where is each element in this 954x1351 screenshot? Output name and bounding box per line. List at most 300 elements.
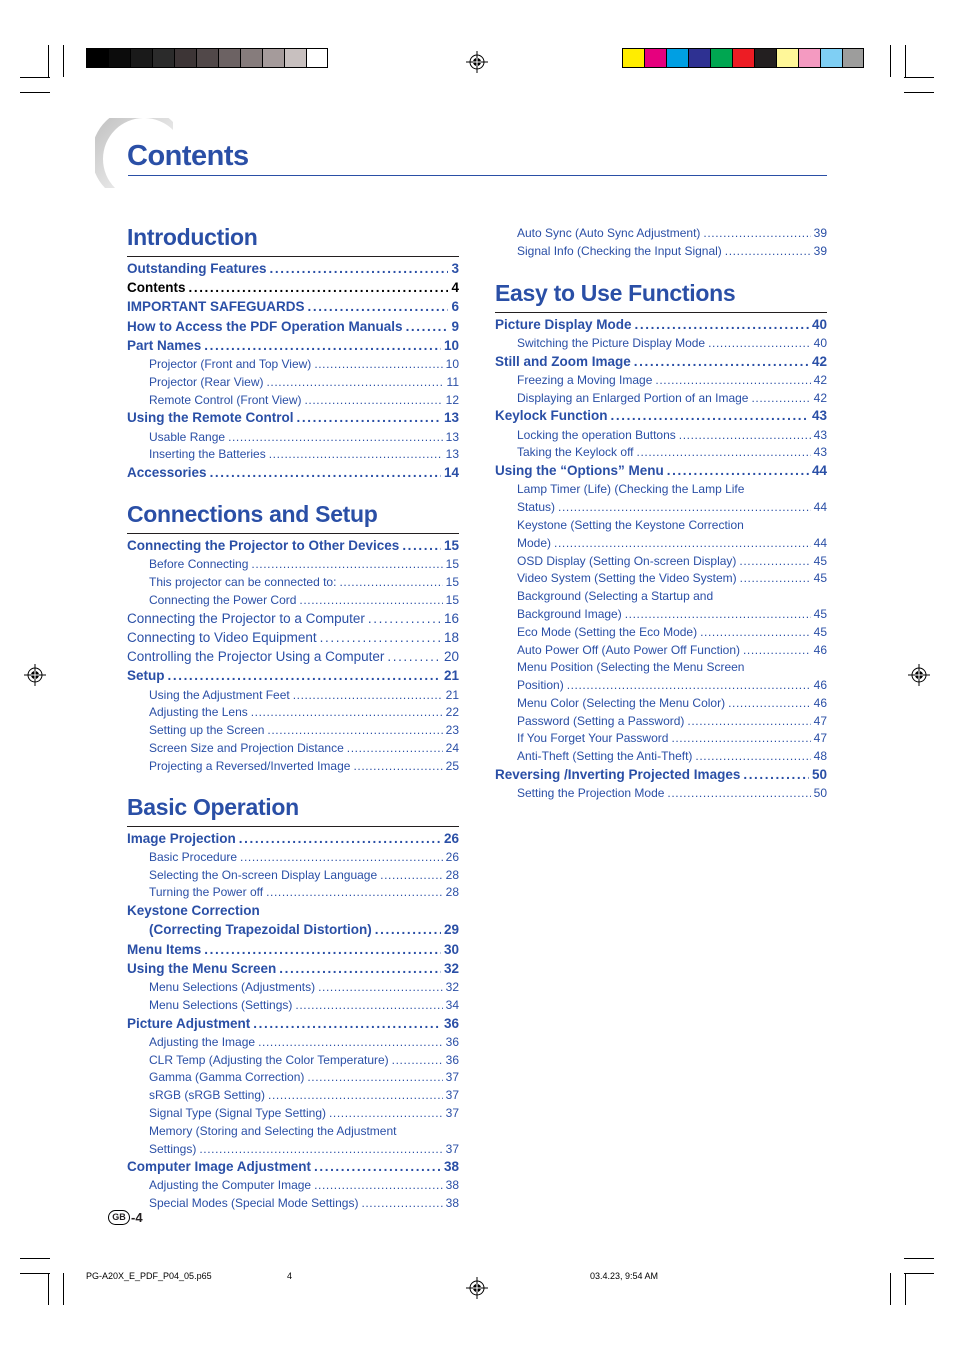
toc-entry[interactable] [127, 1124, 459, 1142]
toc-entry-page: 50 [811, 767, 827, 783]
toc-entry-page: 46 [813, 642, 827, 657]
toc-entry-title: Signal Type (Signal Type Setting) [149, 1105, 326, 1120]
dot-leader [361, 1196, 442, 1210]
crop-mark [63, 1273, 64, 1305]
dot-leader [667, 463, 809, 478]
toc-entry-title: Menu Selections (Adjustments) [149, 979, 316, 994]
toc-entry[interactable] [127, 261, 459, 280]
toc-entry-title: Anti-Theft (Setting the Anti-Theft) [517, 749, 693, 764]
dot-leader [210, 465, 441, 480]
color-swatch [284, 48, 306, 68]
toc-entry-title: Position) [517, 678, 564, 693]
toc-entry[interactable] [127, 1178, 459, 1196]
toc-entry-page: 29 [443, 922, 459, 938]
dot-leader [703, 226, 810, 240]
dot-leader [305, 393, 443, 407]
toc-entry[interactable] [127, 961, 459, 980]
dot-leader [314, 1159, 441, 1174]
toc-entry[interactable] [127, 465, 459, 484]
toc-entry[interactable] [495, 571, 827, 589]
dot-leader [347, 741, 443, 755]
toc-entry-page: 4 [451, 280, 459, 296]
toc-entry[interactable] [495, 678, 827, 696]
toc-entry[interactable] [495, 336, 827, 354]
dot-leader [740, 571, 811, 585]
toc-entry-title: Using the Remote Control [127, 410, 294, 426]
toc-entry[interactable] [495, 714, 827, 732]
toc-entry[interactable] [127, 903, 459, 922]
toc-entry-page: 6 [451, 299, 459, 315]
toc-entry-page: 43 [811, 408, 827, 424]
color-swatch [732, 48, 754, 68]
toc-entry[interactable] [495, 625, 827, 643]
toc-entry-title: Password (Setting a Password) [517, 713, 685, 728]
toc-entry-title: Displaying an Enlarged Portion of an Image [517, 390, 749, 405]
spacer [495, 262, 827, 280]
toc-entry-page: 37 [445, 1088, 459, 1103]
dot-leader [189, 280, 449, 295]
color-swatch [240, 48, 262, 68]
toc-entry-page: 10 [443, 337, 459, 353]
process-color-bar [622, 48, 864, 68]
toc-entry-page: 47 [813, 731, 827, 746]
crop-mark [905, 45, 906, 77]
toc-entry-title: Still and Zoom Image [495, 353, 631, 369]
toc-entry[interactable] [495, 408, 827, 427]
toc-entry-page: 39 [813, 226, 827, 240]
toc-entry-page: 38 [445, 1196, 459, 1211]
dot-leader [687, 714, 810, 728]
toc-entry-title: Connecting the Power Cord [149, 593, 297, 608]
toc-entry-title: Inserting the Batteries [149, 447, 266, 462]
toc-entry[interactable] [127, 723, 459, 741]
registration-mark-icon [24, 664, 46, 686]
toc-entry-title: Setting the Projection Mode [517, 786, 665, 801]
toc-entry-title: IMPORTANT SAFEGUARDS [127, 299, 305, 315]
toc-entry-title: Connecting the Projector to a Computer [127, 610, 365, 626]
color-swatch [688, 48, 710, 68]
toc-entry[interactable] [495, 445, 827, 463]
dot-leader [204, 942, 441, 957]
dot-leader [293, 688, 443, 702]
toc-entry[interactable] [127, 759, 459, 777]
dot-leader [554, 536, 811, 550]
dot-leader [667, 786, 810, 800]
toc-entry-page: 15 [445, 575, 459, 590]
color-swatch [218, 48, 240, 68]
dot-leader [269, 447, 443, 461]
dot-leader [368, 611, 441, 626]
color-swatch [130, 48, 152, 68]
toc-entry-title: Selecting the On-screen Display Language [149, 867, 378, 882]
crop-mark [20, 77, 50, 78]
toc-entry-page: 10 [445, 356, 459, 371]
dot-leader [387, 649, 441, 664]
dot-leader [297, 410, 441, 425]
dot-leader [314, 357, 442, 371]
crop-mark [904, 77, 934, 78]
dot-leader [708, 336, 811, 350]
toc-entry[interactable] [127, 410, 459, 429]
toc-entry[interactable] [495, 463, 827, 482]
crop-mark [905, 1273, 906, 1305]
dot-leader [392, 1053, 443, 1067]
toc-entry-page: 15 [443, 538, 459, 554]
toc-entry[interactable] [127, 741, 459, 759]
toc-entry-title: Gamma (Gamma Correction) [149, 1070, 305, 1085]
language-badge-icon: GB [108, 1210, 130, 1225]
toc-entry-title: This projector can be connected to: [149, 575, 337, 590]
dot-leader [199, 1142, 442, 1156]
toc-entry-title: Picture Display Mode [495, 316, 632, 332]
crop-mark [20, 92, 50, 93]
dot-leader [279, 961, 441, 976]
color-swatch [262, 48, 284, 68]
toc-entry[interactable] [127, 393, 459, 411]
toc-entry-title: Adjusting the Computer Image [149, 1178, 312, 1193]
toc-entry-title: If You Forget Your Password [517, 731, 669, 746]
dot-leader [320, 630, 441, 645]
toc-entry-title: Projecting a Reversed/Inverted Image [149, 758, 351, 773]
toc-entry-title: Basic Procedure [149, 849, 238, 864]
toc-entry-title: Lamp Timer (Life) (Checking the Lamp Life [517, 482, 745, 497]
dot-leader [637, 445, 811, 459]
registration-mark-icon [908, 664, 930, 686]
dot-leader [299, 593, 442, 607]
toc-entry-title: Special Modes (Special Mode Settings) [149, 1196, 359, 1211]
toc-entry[interactable] [127, 357, 459, 375]
toc-entry-title: Remote Control (Front View) [149, 392, 302, 407]
toc-entry-title: Memory (Storing and Selecting the Adjustment [149, 1123, 397, 1138]
section-heading: Easy to Use Functions [495, 279, 736, 306]
toc-entry-title: CLR Temp (Adjusting the Color Temperature) [149, 1052, 389, 1067]
toc-entry-title: Screen Size and Projection Distance [149, 741, 344, 756]
title-rule [128, 175, 827, 176]
toc-entry[interactable] [127, 922, 459, 941]
toc-entry-page: 44 [813, 535, 827, 550]
toc-entry-title: Signal Info (Checking the Input Signal) [517, 243, 722, 258]
toc-entry-page: 47 [813, 713, 827, 728]
toc-entry[interactable] [495, 554, 827, 572]
toc-entry-title: Menu Color (Selecting the Menu Color) [517, 695, 726, 710]
toc-entry-title: Image Projection [127, 830, 236, 846]
color-swatch [174, 48, 196, 68]
toc-entry[interactable] [495, 767, 827, 786]
toc-entry-page: 22 [445, 705, 459, 720]
toc-entry[interactable] [495, 226, 827, 244]
toc-entry-title: Setting up the Screen [149, 723, 265, 738]
toc-entry-page: 26 [445, 849, 459, 864]
toc-entry-title: Eco Mode (Setting the Eco Mode) [517, 624, 698, 639]
toc-entry[interactable] [127, 447, 459, 465]
toc-entry[interactable] [495, 518, 827, 536]
crop-mark [20, 1258, 50, 1259]
toc-entry-page: 37 [445, 1070, 459, 1085]
crop-mark [890, 45, 891, 77]
toc-entry-page: 26 [443, 830, 459, 846]
color-swatch [710, 48, 732, 68]
dot-leader [700, 625, 811, 639]
toc-entry[interactable] [127, 942, 459, 961]
toc-entry-title: Contents [127, 280, 186, 296]
toc-entry[interactable] [495, 749, 827, 767]
toc-entry[interactable] [495, 428, 827, 446]
dot-leader [268, 1088, 443, 1102]
toc-entry-page: 18 [443, 630, 459, 646]
toc-entry-page: 50 [813, 786, 827, 801]
dot-leader [406, 319, 449, 334]
toc-entry-title: Auto Sync (Auto Sync Adjustment) [517, 226, 701, 240]
footer-filename: PG-A20X_E_PDF_P04_05.p65 [86, 1271, 212, 1281]
dot-leader [266, 885, 443, 899]
dot-leader [204, 338, 441, 353]
spacer [127, 484, 459, 501]
toc-entry-page: 44 [811, 463, 827, 479]
toc-entry[interactable] [127, 885, 459, 903]
dot-leader [270, 261, 449, 276]
color-swatch [820, 48, 842, 68]
toc-entry-page: 45 [813, 624, 827, 639]
toc-entry-title: Before Connecting [149, 557, 249, 572]
toc-entry-title: Keystone Correction [127, 903, 260, 919]
dot-leader [743, 643, 811, 657]
toc-entry-page: 48 [813, 749, 827, 764]
toc-entry-title: Outstanding Features [127, 261, 267, 276]
toc-entry[interactable] [127, 980, 459, 998]
dot-leader [728, 696, 811, 710]
dot-leader [239, 831, 441, 846]
toc-entry-title: Menu Selections (Settings) [149, 997, 293, 1012]
toc-entry[interactable] [127, 1053, 459, 1071]
toc-entry-page: 14 [443, 465, 459, 481]
toc-entry-page: 36 [443, 1015, 459, 1031]
toc-entry-page: 32 [445, 979, 459, 994]
toc-entry[interactable] [495, 589, 827, 607]
toc-entry-page: 21 [445, 687, 459, 702]
dot-leader [695, 749, 810, 763]
registration-mark-icon [466, 1277, 488, 1299]
toc-entry[interactable] [127, 868, 459, 886]
toc-entry[interactable] [127, 649, 459, 668]
dot-leader [655, 373, 810, 387]
toc-entry[interactable] [127, 299, 459, 318]
toc-entry[interactable] [495, 731, 827, 749]
toc-entry[interactable] [127, 850, 459, 868]
toc-entry[interactable] [127, 575, 459, 593]
dot-leader [267, 723, 442, 737]
dot-leader [168, 668, 441, 683]
toc-entry-title: Computer Image Adjustment [127, 1159, 312, 1175]
toc-entry-page: 37 [445, 1141, 459, 1156]
page-number [108, 1210, 143, 1225]
toc-entry[interactable] [127, 1035, 459, 1053]
toc-entry[interactable] [127, 375, 459, 393]
toc-entry-page: 15 [445, 593, 459, 608]
dot-leader [567, 678, 811, 692]
color-swatch [622, 48, 644, 68]
toc-entry-title: Auto Power Off (Auto Power Off Function) [517, 642, 740, 657]
toc-entry[interactable] [127, 338, 459, 357]
page-number-text: -4 [131, 1210, 143, 1225]
color-swatch [108, 48, 130, 68]
toc-entry-title: Projector (Front and Top View) [149, 356, 312, 371]
toc-entry[interactable] [127, 688, 459, 706]
toc-entry-page: 36 [445, 1034, 459, 1049]
toc-entry-title: Using the Adjustment Feet [149, 687, 290, 702]
toc-entry[interactable] [127, 280, 459, 299]
dot-leader [295, 998, 442, 1012]
footer-timestamp: 03.4.23, 9:54 AM [590, 1271, 659, 1281]
dot-leader [308, 299, 449, 314]
section-rule [127, 826, 459, 827]
toc-entry[interactable] [127, 831, 459, 850]
toc-entry[interactable] [127, 430, 459, 448]
page-title: Contents [127, 140, 249, 172]
toc-entry-page: 40 [813, 335, 827, 350]
toc-entry-title: Connecting to Video Equipment [127, 630, 317, 646]
toc-entry[interactable] [127, 1106, 459, 1124]
toc-entry[interactable] [127, 1016, 459, 1035]
color-swatch [196, 48, 218, 68]
toc-entry-title: Controlling the Projector Using a Computer [127, 649, 385, 665]
toc-entry-page: 32 [443, 960, 459, 976]
toc-entry-page: 23 [445, 723, 459, 738]
dot-leader [240, 850, 443, 864]
toc-entry-title: Switching the Picture Display Mode [517, 335, 706, 350]
dot-leader [739, 554, 810, 568]
color-swatch [152, 48, 174, 68]
toc-entry-page: 34 [445, 997, 459, 1012]
toc-entry-title: Picture Adjustment [127, 1015, 251, 1031]
crop-mark [890, 1273, 891, 1305]
color-swatch [754, 48, 776, 68]
toc-entry[interactable] [495, 786, 827, 804]
crop-mark [904, 1273, 934, 1274]
dot-leader [634, 354, 809, 369]
section-heading: Connections and Setup [127, 501, 378, 528]
toc-entry-page: 9 [451, 318, 459, 334]
toc-entry-title: Projector (Rear View) [149, 374, 264, 389]
color-swatch [798, 48, 820, 68]
color-swatch [776, 48, 798, 68]
toc-entry-title: Part Names [127, 337, 202, 353]
dot-leader [402, 538, 441, 553]
toc-entry[interactable] [127, 998, 459, 1016]
toc-entry[interactable] [495, 354, 827, 373]
color-swatch [644, 48, 666, 68]
toc-entry-title: Background (Selecting a Startup and [517, 589, 714, 604]
toc-entry[interactable] [495, 373, 827, 391]
dot-leader [266, 375, 443, 389]
toc-entry-title: Keystone (Setting the Keystone Correction [517, 517, 744, 532]
toc-entry-title: Usable Range [149, 429, 226, 444]
toc-entry-page: 40 [811, 316, 827, 332]
toc-entry[interactable] [127, 668, 459, 687]
dot-leader [725, 244, 811, 258]
dot-leader [251, 557, 442, 571]
toc-entry[interactable] [127, 1159, 459, 1178]
toc-entry[interactable] [495, 391, 827, 409]
toc-entry[interactable] [127, 1070, 459, 1088]
grayscale-color-bar [86, 48, 328, 68]
toc-entry-title: Accessories [127, 465, 207, 481]
color-swatch [666, 48, 688, 68]
toc-entry[interactable] [127, 593, 459, 611]
dot-leader [679, 428, 811, 442]
toc-entry-title: (Correcting Trapezoidal Distortion) [149, 922, 372, 938]
toc-entry[interactable] [495, 536, 827, 554]
toc-entry[interactable] [127, 630, 459, 649]
toc-entry-title: Connecting the Projector to Other Devices [127, 538, 400, 554]
toc-entry[interactable] [495, 643, 827, 661]
color-swatch [86, 48, 108, 68]
toc-entry-title: Mode) [517, 535, 552, 550]
toc-column-left [127, 224, 459, 1214]
dot-leader [635, 317, 809, 332]
toc-entry[interactable] [495, 607, 827, 625]
toc-entry[interactable] [127, 538, 459, 557]
crop-mark [48, 45, 49, 77]
toc-entry[interactable] [495, 696, 827, 714]
toc-entry[interactable] [127, 319, 459, 338]
color-swatch [306, 48, 328, 68]
toc-entry[interactable] [495, 317, 827, 336]
section-rule [495, 312, 827, 313]
toc-entry-title: Adjusting the Lens [149, 705, 248, 720]
toc-entry[interactable] [127, 1088, 459, 1106]
dot-leader [314, 1178, 443, 1192]
section-heading: Basic Operation [127, 793, 299, 820]
dot-leader [318, 980, 443, 994]
toc-entry-page: 13 [445, 429, 459, 444]
toc-entry-page: 42 [813, 372, 827, 387]
toc-entry-title: Video System (Setting the Video System) [517, 571, 737, 586]
toc-entry[interactable] [495, 500, 827, 518]
toc-entry-page: 45 [813, 553, 827, 568]
toc-entry[interactable] [127, 557, 459, 575]
toc-entry-page: 38 [443, 1159, 459, 1175]
toc-entry[interactable] [495, 482, 827, 500]
toc-entry-page: 38 [445, 1178, 459, 1193]
toc-entry-page: 20 [443, 649, 459, 665]
toc-entry-title: Background Image) [517, 606, 622, 621]
toc-entry-page: 45 [813, 571, 827, 586]
toc-entry[interactable] [127, 1142, 459, 1160]
section-rule [127, 256, 459, 257]
toc-entry-page: 3 [451, 261, 459, 276]
dot-leader [307, 1070, 442, 1084]
toc-entry-page: 15 [445, 557, 459, 572]
toc-entry-title: How to Access the PDF Operation Manuals [127, 318, 403, 334]
toc-entry[interactable] [127, 1196, 459, 1214]
dot-leader [353, 759, 442, 773]
toc-entry-page: 24 [445, 741, 459, 756]
crop-mark [904, 92, 934, 93]
section-rule [127, 533, 459, 534]
toc-entry[interactable] [127, 705, 459, 723]
toc-entry-page: 36 [445, 1052, 459, 1067]
toc-entry[interactable] [495, 660, 827, 678]
toc-entry-title: Menu Position (Selecting the Menu Screen [517, 660, 745, 675]
dot-leader [251, 705, 443, 719]
dot-leader [751, 391, 810, 405]
toc-column-right [495, 226, 827, 804]
toc-entry[interactable] [127, 611, 459, 630]
crop-mark [48, 1273, 49, 1305]
toc-entry[interactable] [495, 244, 827, 262]
toc-entry-title: Status) [517, 500, 556, 515]
toc-entry-page: 13 [443, 410, 459, 426]
